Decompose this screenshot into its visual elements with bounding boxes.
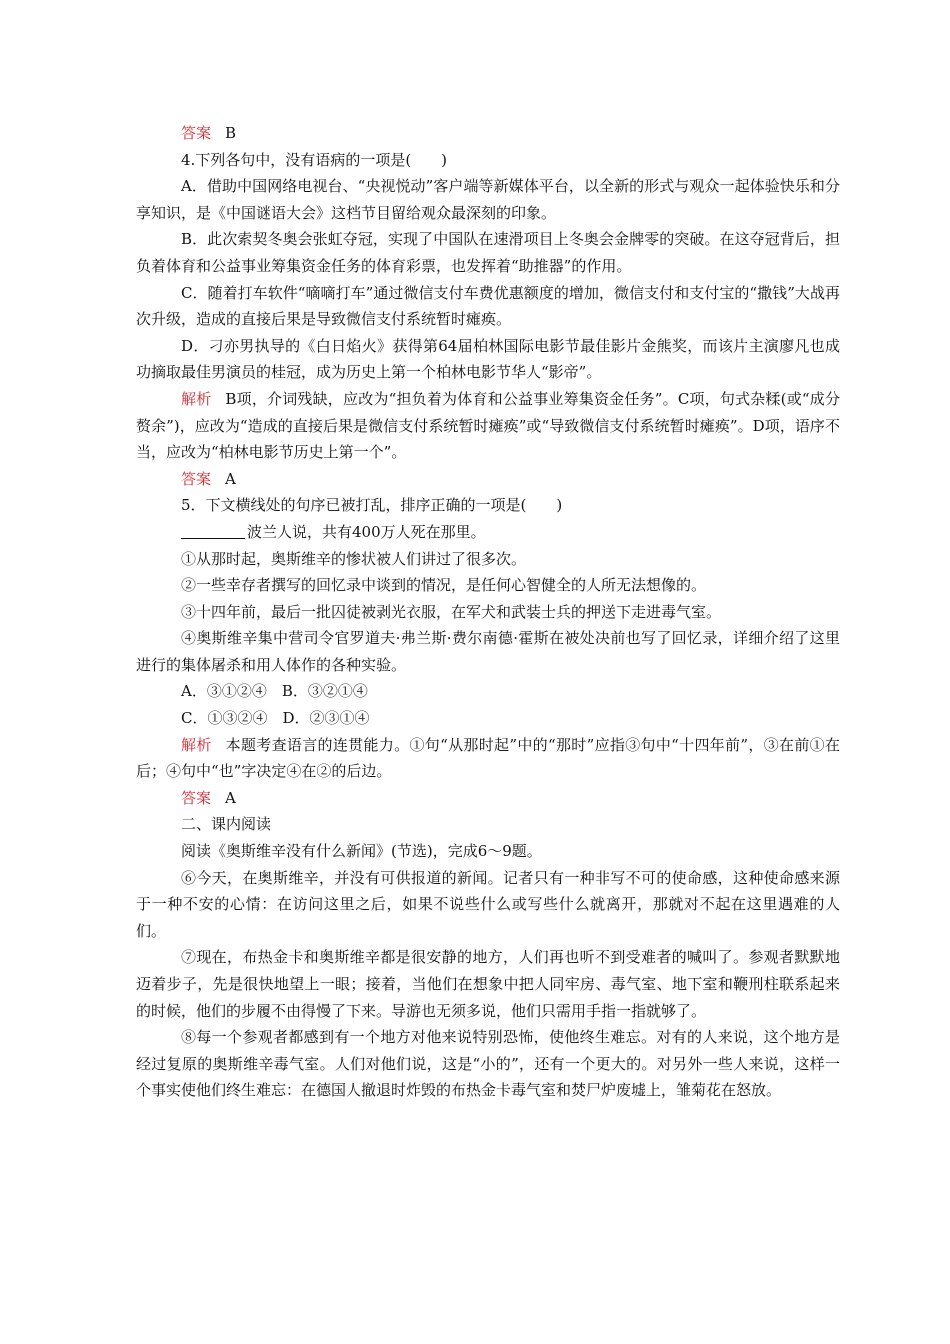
q5-sentence-2: ②一些幸存者撰写的回忆录中谈到的情况，是任何心智健全的人所无法想像的。 bbox=[181, 576, 707, 595]
q5-choices-row1: A．③①②④ B．③②①④ bbox=[181, 682, 368, 701]
answer-value: A bbox=[225, 788, 236, 807]
q4-option-c: C．随着打车软件“嘀嘀打车”通过微信支付车费优惠额度的增加，微信支付和支付宝的“撒钱”大战再次升级，造成的直接后果是导致微信支付系统暂时瘫痪。 bbox=[136, 283, 840, 329]
reading-intro: 阅读《奥斯维辛没有什么新闻》(节选)，完成6～9题。 bbox=[181, 842, 542, 861]
q5-choices-row2: C．①③②④ D．②③①④ bbox=[181, 709, 370, 728]
analysis-text: 本题考查语言的连贯能力。①句“从那时起”中的“那时”应指③句中“十四年前”，③在前①在后；④句中“也”字决定④在②的后边。 bbox=[136, 735, 840, 781]
q5-blank-text: 波兰人说，共有400万人死在那里。 bbox=[247, 522, 486, 541]
q4-option-b: B．此次索契冬奥会张虹夺冠，实现了中国队在速滑项目上冬奥会金牌零的突破。在这夺冠背后，担负着体育和公益事业筹集资金任务的体育彩票，也发挥着“助推器”的作用。 bbox=[136, 230, 840, 275]
q5-stem: 5．下文横线处的句序已被打乱，排序正确的一项是( ) bbox=[181, 496, 563, 515]
q5-sentence-1: ①从那时起，奥斯维辛的惨状被人们讲过了很多次。 bbox=[181, 549, 527, 568]
reading-paragraph-8: ⑧每一个参观者都感到有一个地方对他来说特别恐怖，使他终生难忘。对有的人来说，这个地方是经过复原的奥斯维辛毒气室。人们对他们说，这是“小的”，还有一个更大的。对另外一些人来说，这样一个事实使他们终生难忘：在德国人撤退时炸毁的布热金卡毒气室和焚尸炉废墟上，雏菊花在怒放。 bbox=[136, 1028, 840, 1100]
answer-value: B bbox=[225, 124, 237, 142]
fill-blank bbox=[181, 522, 245, 539]
q4-option-d: D．刁亦男执导的《白日焰火》获得第64届柏林国际电影节最佳影片金熊奖，而该片主演廖凡也成功摘取最佳男演员的桂冠，成为历史上第一个柏林电影节华人“影帝”。 bbox=[136, 336, 840, 382]
section-heading: 二、课内阅读 bbox=[181, 815, 272, 834]
q5-analysis bbox=[136, 732, 840, 785]
analysis-label: 解析 bbox=[181, 735, 212, 754]
q4-answer bbox=[136, 466, 840, 493]
analysis-label: 解析 bbox=[181, 389, 212, 408]
q4-option-a: A．借助中国网络电视台、“央视悦动”客户端等新媒体平台，以全新的形式与观众一起体验快乐和分享知识，是《中国谜语大会》这档节目留给观众最深刻的印象。 bbox=[136, 177, 840, 222]
answer-label: 答案 bbox=[181, 469, 212, 488]
q5-sentence-3: ③十四年前，最后一批囚徒被剥光衣服，在军犬和武装士兵的押送下走进毒气室。 bbox=[181, 602, 722, 621]
q5-answer bbox=[136, 785, 840, 812]
reading-paragraph-6: ⑥今天，在奥斯维辛，并没有可供报道的新闻。记者只有一种非写不可的使命感，这种使命感来源于一种不安的心情：在访问这里之后，如果不说些什么或写些什么就离开，那就对不起在这里遇难的人们。 bbox=[136, 868, 840, 940]
q3-answer bbox=[136, 120, 840, 147]
answer-label: 答案 bbox=[181, 788, 212, 807]
analysis-text: B项，介词残缺，应改为“担负着为体育和公益事业筹集资金任务”。C项，句式杂糅(或“成分赘余”)，应改为“造成的直接后果是微信支付系统暂时瘫痪”或“导致微信支付系统暂时瘫痪”。D项，语序不当，应改为“柏林电影节历史上第一个”。 bbox=[136, 389, 840, 462]
q4-stem: 4.下列各句中，没有语病的一项是( ) bbox=[181, 150, 448, 169]
answer-value: A bbox=[225, 469, 236, 488]
q5-sentence-4: ④奥斯维辛集中营司令官罗道夫·弗兰斯·费尔南德·霍斯在被处决前也写了回忆录，详细介绍了这里进行的集体屠杀和用人体作的各种实验。 bbox=[136, 629, 840, 674]
reading-paragraph-7: ⑦现在，布热金卡和奥斯维辛都是很安静的地方，人们再也听不到受难者的喊叫了。参观者默默地迈着步子，先是很快地望上一眼；接着，当他们在想象中把人同牢房、毒气室、地下室和鞭刑柱联系起来的时候，他们的步履不由得慢了下来。导游也无须多说，他们只需用手指一指就够了。 bbox=[136, 948, 840, 1020]
q4-analysis bbox=[136, 386, 840, 466]
answer-label: 答案 bbox=[181, 124, 212, 142]
q5-blank-line bbox=[136, 519, 840, 546]
